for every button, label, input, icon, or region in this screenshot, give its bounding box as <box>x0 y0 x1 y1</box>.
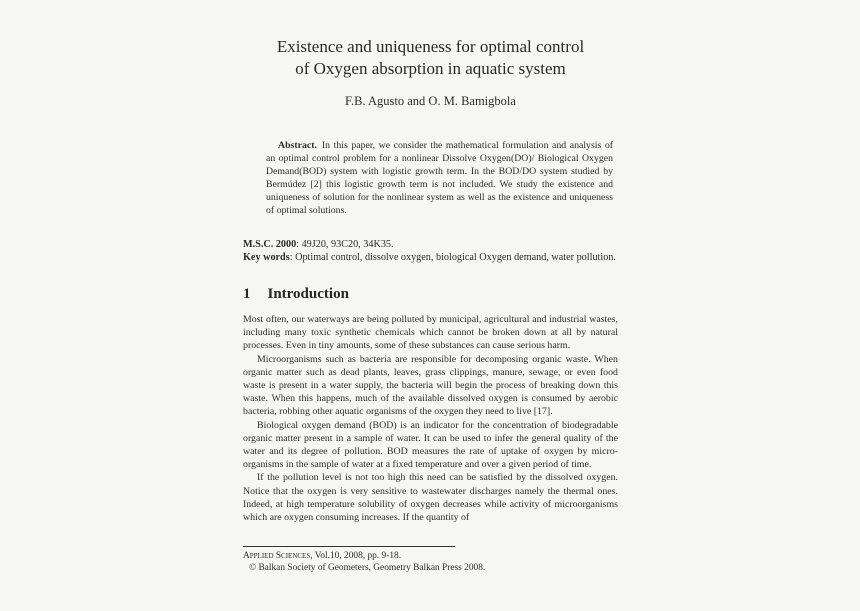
body-paragraph: Most often, our waterways are being polluted by municipal, agricultural and industrial wastes, including many toxic synthetic chemicals which cannot be broken down at all by natural processes. Even in tiny amounts, some of these substances can cause serious harm. <box>243 314 618 352</box>
abstract-block <box>266 139 613 217</box>
footnote-rule <box>243 546 455 547</box>
keywords-value: : Optimal control, dissolve oxygen, biological Oxygen demand, water pollution. <box>289 252 616 264</box>
keywords-line <box>243 251 618 264</box>
journal-line <box>243 551 618 563</box>
abstract-label: Abstract. <box>278 140 317 151</box>
abstract-text: In this paper, we consider the mathematical formulation and analysis of an optimal control problem for a nonlinear Dissolve Oxygen(DO)/ Biological Oxygen Demand(BOD) system with logistic growth term. In the BOD/DO system studied by Bermúdez [2] this logistic growth term is not included. We study the existence and uniqueness of solution for the nonlinear system as well as the existence and uniqueness of optimal solutions. <box>266 140 613 216</box>
meta-block <box>243 238 618 265</box>
body-paragraph: If the pollution level is not too high this need can be satisfied by the dissolved oxygen. Notice that the oxygen is very sensitive to wastewater discharges namely the thermal ones. Indeed, at high temperature solubility of oxygen decreases while activity of microorganisms which are oxygen consuming increases. If the quantity of <box>243 472 618 524</box>
footnote-block <box>243 546 618 574</box>
journal-name: Applied Sciences <box>243 551 311 561</box>
msc-label: M.S.C. 2000 <box>243 239 297 250</box>
text-column <box>243 0 618 611</box>
body-paragraph: Microorganisms such as bacteria are responsible for decomposing organic waste. When organic matter such as dead plants, leaves, grass clippings, manure, sewage, or even food waste is present in a water supply, the bacteria will begin the process of breaking down this waste. When this happens, much of the available dissolved oxygen is consumed by aerobic bacteria, robbing other aquatic organisms of the oxygen they need to live [17]. <box>243 353 618 418</box>
section-title: Introduction <box>267 286 349 302</box>
msc-value: : 49J20, 93C20, 34K35. <box>296 239 394 250</box>
abstract-paragraph <box>266 139 613 217</box>
body-paragraph: Biological oxygen demand (BOD) is an indicator for the concentration of biodegradable organic matter present in a sample of water. It can be used to infer the general quality of the water and its degree of pollution. BOD measures the rate of uptake of oxygen by micro-organisms in the sample of water at a fixed temperature and over a given period of time. <box>243 419 618 471</box>
msc-line <box>243 238 618 251</box>
paper-title <box>203 36 658 80</box>
section-heading <box>243 286 349 303</box>
copyright-line: © Balkan Society of Geometers, Geometry Balkan Press 2008. <box>249 562 486 573</box>
paper-title-line-2: of Oxygen absorption in aquatic system <box>295 59 566 78</box>
journal-info: , Vol.10, 2008, pp. 9-18. <box>310 551 402 561</box>
keywords-label: Key words <box>243 252 290 264</box>
authors-line: F.B. Agusto and O. M. Bamigbola <box>345 94 516 108</box>
introduction-body <box>243 313 618 524</box>
section-number: 1 <box>243 286 251 302</box>
paper-title-line-1: Existence and uniqueness for optimal control <box>276 37 585 56</box>
